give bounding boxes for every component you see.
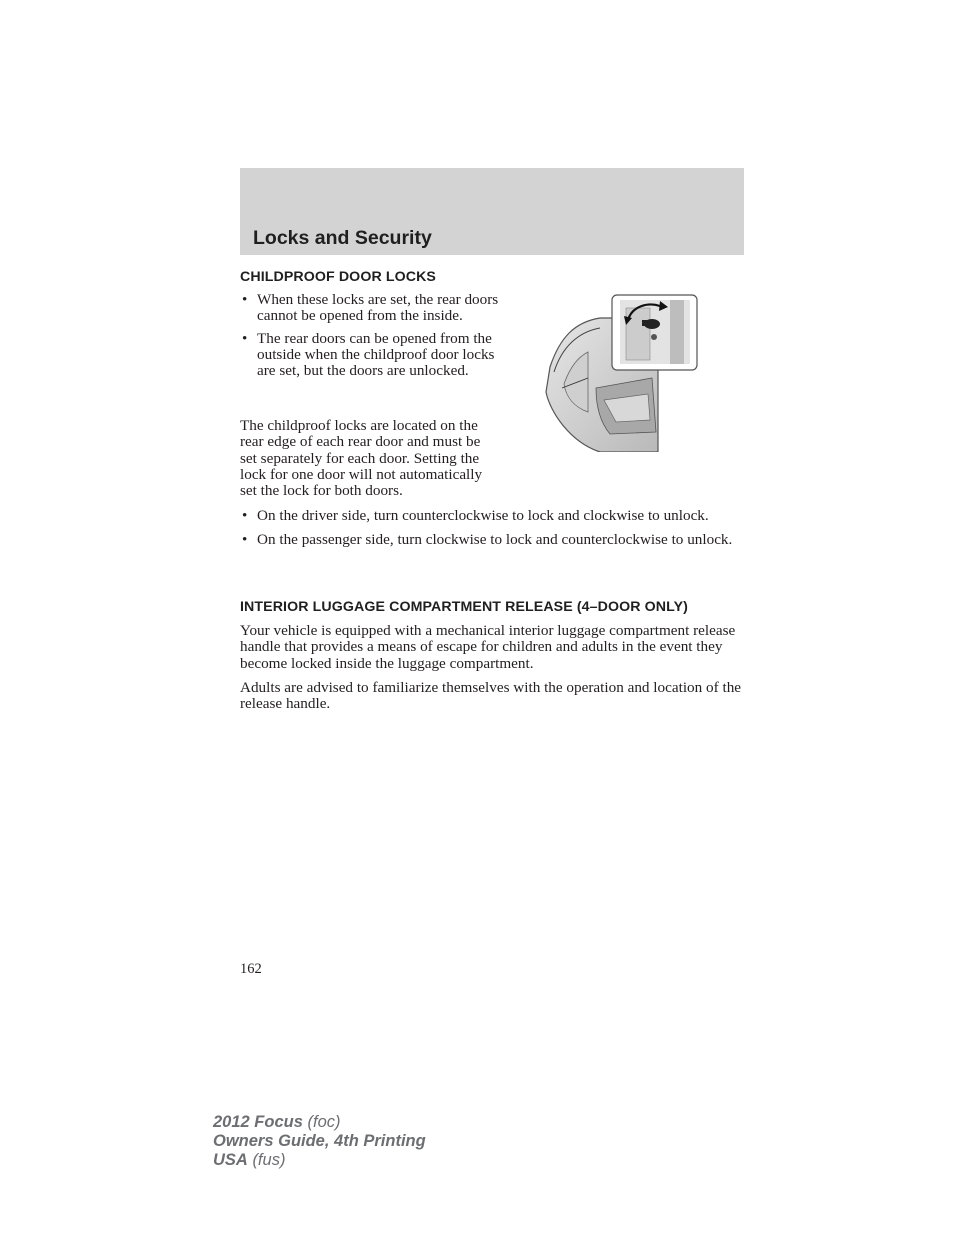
childproof-door-locks-heading: CHILDPROOF DOOR LOCKS [240, 269, 436, 285]
footer-guide: Owners Guide, 4th Printing [213, 1132, 426, 1150]
page-number: 162 [240, 961, 262, 977]
list-item: • On the passenger side, turn clockwise to lock and counterclockwise to unlock. [240, 532, 744, 548]
luggage-release-heading: INTERIOR LUGGAGE COMPARTMENT RELEASE (4–DOOR ONLY) [240, 599, 688, 615]
footer-region: USA [213, 1151, 248, 1169]
childproof-bullets-bottom [240, 508, 744, 549]
childproof-bullets-top [240, 292, 500, 379]
footer-model: 2012 Focus [213, 1113, 303, 1131]
childproof-intro-text: The childproof locks are located on the rear edge of each rear door and must be set separately for each door. Setting the lock for one door will not automatically set the lock for both doors. [240, 417, 483, 500]
door-edge-drawing [540, 292, 700, 452]
list-item: • On the driver side, turn counterclockwise to lock and clockwise to unlock. [240, 508, 744, 524]
document-footer [213, 1113, 426, 1170]
footer-region-code: (fus) [252, 1151, 286, 1169]
section-title: Locks and Security [253, 227, 432, 249]
luggage-release-body [240, 623, 744, 712]
childproof-lock-illustration [540, 292, 700, 452]
luggage-paragraph: Your vehicle is equipped with a mechanical interior luggage compartment release handle that provides a means of escape for children and adults in the event they become locked inside the luggage compartment. [240, 622, 736, 672]
luggage-paragraph: Adults are advised to familiarize themselves with the operation and location of the release handle. [240, 678, 742, 713]
section-header-band [240, 168, 744, 255]
list-item: • The rear doors can be opened from the outside when the childproof door locks are set, but the doors are unlocked. [240, 331, 500, 380]
footer-model-code: (foc) [307, 1113, 341, 1131]
list-item: • When these locks are set, the rear doors cannot be opened from the inside. [240, 292, 500, 325]
